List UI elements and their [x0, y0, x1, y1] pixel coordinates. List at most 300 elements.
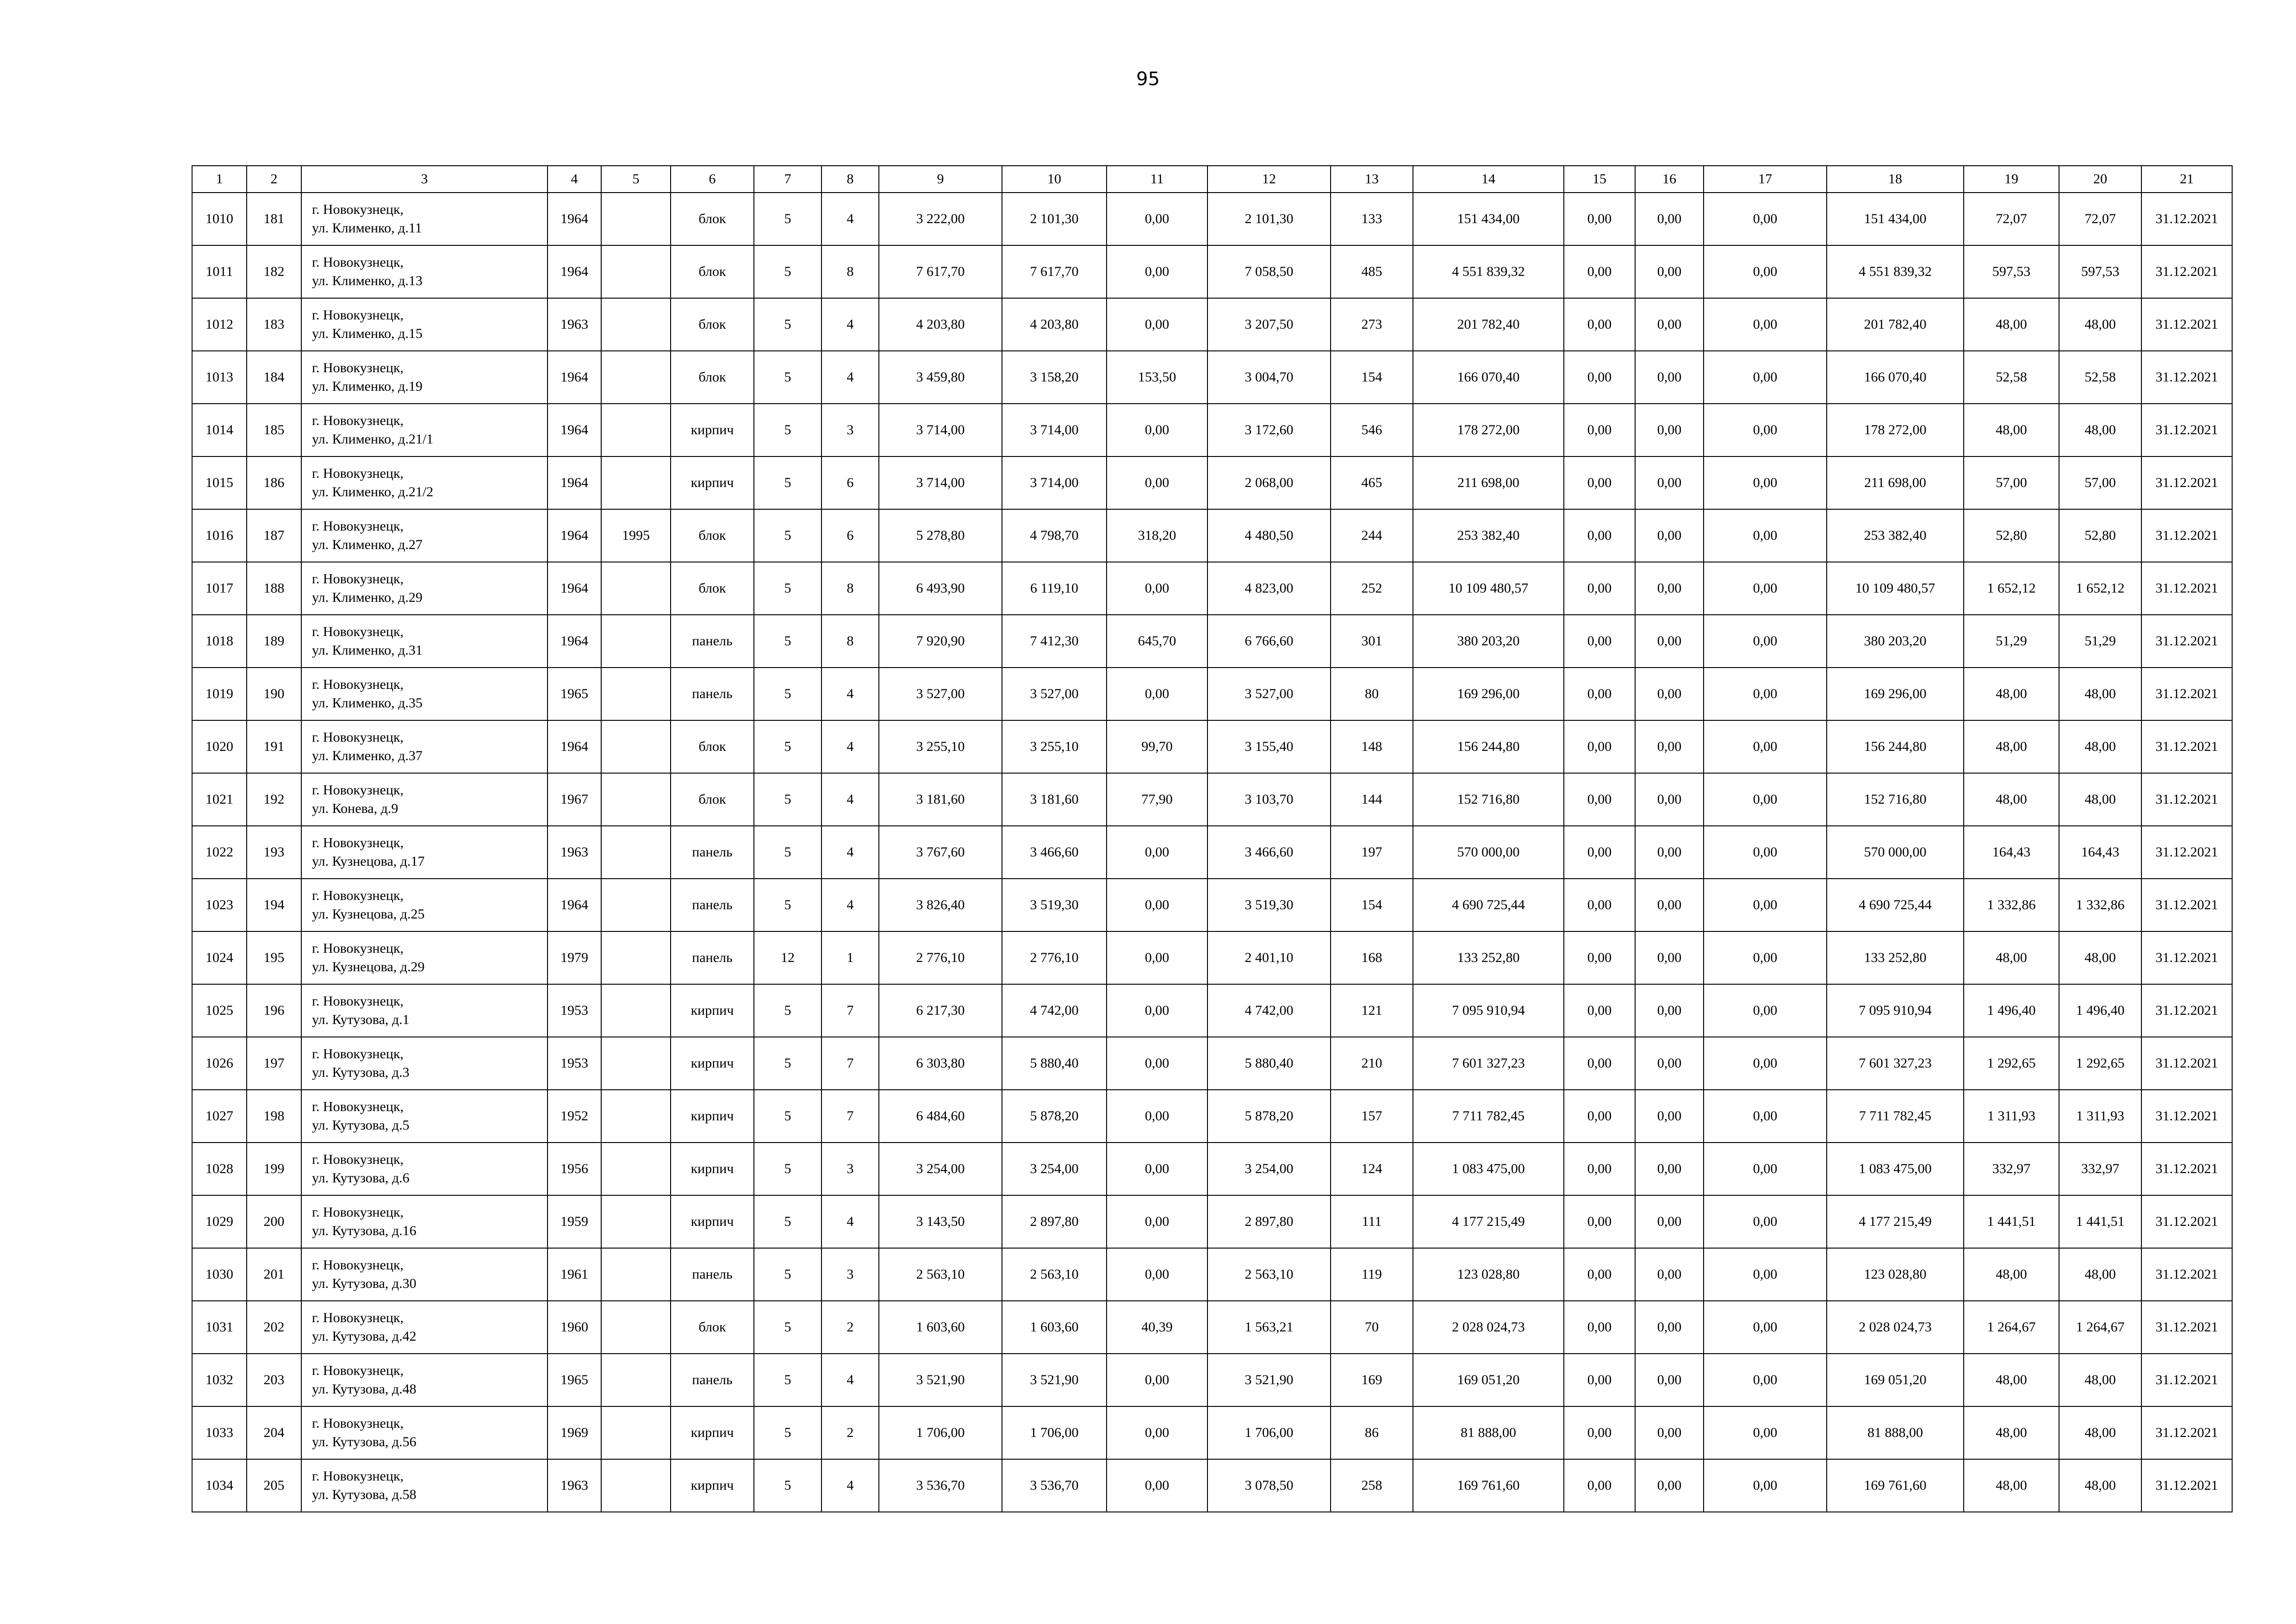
cell-col-19: 332,97	[1964, 1143, 2059, 1195]
cell-col-21: 31.12.2021	[2141, 1090, 2232, 1143]
cell-col-15: 0,00	[1564, 879, 1635, 931]
cell-col-13: 144	[1331, 773, 1413, 826]
cell-address	[301, 298, 548, 351]
cell-col-10: 1 706,00	[1002, 1406, 1107, 1459]
cell-col-8: 2	[821, 1406, 879, 1459]
table-row	[192, 931, 2232, 984]
cell-address	[301, 456, 548, 509]
cell-col-14: 2 028 024,73	[1413, 1301, 1564, 1354]
cell-col-17: 0,00	[1704, 1143, 1827, 1195]
cell-col-20: 51,29	[2059, 615, 2141, 668]
cell-col-13: 197	[1331, 826, 1413, 879]
column-header-15: 15	[1564, 166, 1635, 193]
cell-col-2: 204	[247, 1406, 301, 1459]
cell-col-6: блок	[671, 509, 754, 562]
cell-address	[301, 245, 548, 298]
column-header-19: 19	[1964, 166, 2059, 193]
cell-col-17: 0,00	[1704, 351, 1827, 404]
address-street: ул. Кузнецова, д.25	[312, 906, 425, 922]
cell-col-1: 1012	[192, 298, 247, 351]
cell-col-21: 31.12.2021	[2141, 245, 2232, 298]
cell-col-2: 199	[247, 1143, 301, 1195]
cell-col-8: 1	[821, 931, 879, 984]
cell-col-1: 1021	[192, 773, 247, 826]
cell-col-13: 157	[1331, 1090, 1413, 1143]
address-street: ул. Кутузова, д.6	[312, 1170, 410, 1186]
address-city: г. Новокузнецк,	[312, 1363, 404, 1378]
cell-col-19: 1 311,93	[1964, 1090, 2059, 1143]
cell-col-2: 201	[247, 1248, 301, 1301]
cell-col-7: 5	[754, 1248, 821, 1301]
cell-col-20: 1 311,93	[2059, 1090, 2141, 1143]
cell-col-17: 0,00	[1704, 1195, 1827, 1248]
address-city: г. Новокузнецк,	[312, 307, 404, 323]
table-row	[192, 668, 2232, 720]
cell-address	[301, 826, 548, 879]
cell-col-15: 0,00	[1564, 1248, 1635, 1301]
cell-col-15: 0,00	[1564, 245, 1635, 298]
cell-col-11: 645,70	[1107, 615, 1207, 668]
column-header-14: 14	[1413, 166, 1564, 193]
cell-col-8: 3	[821, 1143, 879, 1195]
cell-col-11: 0,00	[1107, 562, 1207, 615]
cell-col-1: 1014	[192, 404, 247, 456]
cell-col-14: 253 382,40	[1413, 509, 1564, 562]
cell-col-20: 52,80	[2059, 509, 2141, 562]
cell-col-6: кирпич	[671, 984, 754, 1037]
table-row	[192, 1301, 2232, 1354]
cell-col-21: 31.12.2021	[2141, 1143, 2232, 1195]
cell-col-5	[601, 615, 671, 668]
cell-col-12: 1 706,00	[1207, 1406, 1331, 1459]
cell-col-8: 6	[821, 509, 879, 562]
cell-col-8: 8	[821, 615, 879, 668]
cell-col-13: 119	[1331, 1248, 1413, 1301]
cell-col-20: 1 332,86	[2059, 879, 2141, 931]
address-street: ул. Кутузова, д.48	[312, 1381, 417, 1397]
cell-col-7: 5	[754, 1090, 821, 1143]
cell-col-17: 0,00	[1704, 1406, 1827, 1459]
cell-address	[301, 773, 548, 826]
cell-col-14: 10 109 480,57	[1413, 562, 1564, 615]
cell-col-2: 200	[247, 1195, 301, 1248]
cell-col-2: 202	[247, 1301, 301, 1354]
cell-col-20: 1 652,12	[2059, 562, 2141, 615]
cell-col-11: 0,00	[1107, 668, 1207, 720]
cell-col-13: 244	[1331, 509, 1413, 562]
cell-col-20: 48,00	[2059, 1459, 2141, 1512]
cell-col-10: 2 897,80	[1002, 1195, 1107, 1248]
table-row	[192, 1354, 2232, 1406]
cell-col-2: 198	[247, 1090, 301, 1143]
cell-address	[301, 351, 548, 404]
cell-col-16: 0,00	[1635, 351, 1704, 404]
cell-col-18: 10 109 480,57	[1827, 562, 1964, 615]
table-row	[192, 720, 2232, 773]
cell-col-1: 1020	[192, 720, 247, 773]
cell-col-10: 3 714,00	[1002, 456, 1107, 509]
cell-col-16: 0,00	[1635, 404, 1704, 456]
page-number: 95	[1136, 69, 1160, 90]
cell-col-6: блок	[671, 245, 754, 298]
cell-col-4: 1964	[548, 404, 601, 456]
cell-col-17: 0,00	[1704, 298, 1827, 351]
cell-col-13: 210	[1331, 1037, 1413, 1090]
cell-col-1: 1018	[192, 615, 247, 668]
cell-col-15: 0,00	[1564, 1459, 1635, 1512]
cell-address	[301, 1037, 548, 1090]
cell-col-12: 3 078,50	[1207, 1459, 1331, 1512]
cell-col-21: 31.12.2021	[2141, 773, 2232, 826]
cell-col-8: 7	[821, 984, 879, 1037]
address-street: ул. Кузнецова, д.17	[312, 854, 425, 869]
cell-col-1: 1022	[192, 826, 247, 879]
cell-col-19: 72,07	[1964, 193, 2059, 245]
address-city: г. Новокузнецк,	[312, 1152, 404, 1167]
cell-col-19: 48,00	[1964, 1459, 2059, 1512]
address-city: г. Новокузнецк,	[312, 624, 404, 639]
cell-col-15: 0,00	[1564, 404, 1635, 456]
cell-col-19: 48,00	[1964, 720, 2059, 773]
cell-col-13: 80	[1331, 668, 1413, 720]
cell-col-20: 48,00	[2059, 298, 2141, 351]
cell-col-5	[601, 879, 671, 931]
cell-col-17: 0,00	[1704, 668, 1827, 720]
cell-col-4: 1964	[548, 615, 601, 668]
cell-col-2: 187	[247, 509, 301, 562]
cell-col-7: 5	[754, 615, 821, 668]
cell-col-15: 0,00	[1564, 1301, 1635, 1354]
column-header-6: 6	[671, 166, 754, 193]
address-street: ул. Клименко, д.31	[312, 643, 423, 658]
cell-col-15: 0,00	[1564, 562, 1635, 615]
cell-col-6: кирпич	[671, 1459, 754, 1512]
address-city: г. Новокузнецк,	[312, 941, 404, 956]
cell-col-20: 48,00	[2059, 720, 2141, 773]
cell-col-7: 5	[754, 1459, 821, 1512]
address-street: ул. Клименко, д.35	[312, 695, 423, 711]
cell-col-9: 3 222,00	[879, 193, 1002, 245]
cell-col-10: 3 521,90	[1002, 1354, 1107, 1406]
cell-col-18: 2 028 024,73	[1827, 1301, 1964, 1354]
cell-address	[301, 193, 548, 245]
cell-col-5	[601, 245, 671, 298]
cell-col-12: 4 742,00	[1207, 984, 1331, 1037]
cell-col-1: 1019	[192, 668, 247, 720]
cell-col-7: 5	[754, 456, 821, 509]
address-city: г. Новокузнецк,	[312, 1205, 404, 1220]
address-street: ул. Клименко, д.27	[312, 537, 423, 552]
cell-col-8: 7	[821, 1037, 879, 1090]
cell-col-15: 0,00	[1564, 615, 1635, 668]
cell-col-18: 4 177 215,49	[1827, 1195, 1964, 1248]
cell-col-9: 5 278,80	[879, 509, 1002, 562]
cell-col-4: 1953	[548, 984, 601, 1037]
address-street: ул. Кузнецова, д.29	[312, 959, 425, 974]
cell-col-19: 48,00	[1964, 1248, 2059, 1301]
cell-col-18: 7 711 782,45	[1827, 1090, 1964, 1143]
cell-col-21: 31.12.2021	[2141, 193, 2232, 245]
cell-col-6: кирпич	[671, 1090, 754, 1143]
cell-col-19: 48,00	[1964, 1406, 2059, 1459]
cell-col-17: 0,00	[1704, 509, 1827, 562]
cell-col-16: 0,00	[1635, 1143, 1704, 1195]
cell-col-6: панель	[671, 826, 754, 879]
cell-address	[301, 404, 548, 456]
address-city: г. Новокузнецк,	[312, 413, 404, 428]
cell-col-19: 52,80	[1964, 509, 2059, 562]
cell-col-14: 133 252,80	[1413, 931, 1564, 984]
cell-col-13: 465	[1331, 456, 1413, 509]
cell-col-18: 169 761,60	[1827, 1459, 1964, 1512]
cell-col-15: 0,00	[1564, 1354, 1635, 1406]
cell-col-11: 0,00	[1107, 193, 1207, 245]
address-street: ул. Конева, д.9	[312, 801, 398, 816]
table-row	[192, 615, 2232, 668]
cell-col-14: 4 551 839,32	[1413, 245, 1564, 298]
cell-col-21: 31.12.2021	[2141, 931, 2232, 984]
cell-col-8: 6	[821, 456, 879, 509]
address-street: ул. Кутузова, д.3	[312, 1065, 410, 1080]
cell-col-15: 0,00	[1564, 1195, 1635, 1248]
cell-col-10: 3 536,70	[1002, 1459, 1107, 1512]
cell-col-11: 0,00	[1107, 245, 1207, 298]
cell-col-18: 253 382,40	[1827, 509, 1964, 562]
cell-col-10: 6 119,10	[1002, 562, 1107, 615]
cell-col-7: 5	[754, 351, 821, 404]
column-header-20: 20	[2059, 166, 2141, 193]
cell-col-18: 178 272,00	[1827, 404, 1964, 456]
cell-col-14: 81 888,00	[1413, 1406, 1564, 1459]
address-city: г. Новокузнецк,	[312, 1310, 404, 1325]
cell-col-12: 3 521,90	[1207, 1354, 1331, 1406]
cell-col-13: 86	[1331, 1406, 1413, 1459]
cell-col-16: 0,00	[1635, 193, 1704, 245]
cell-col-4: 1964	[548, 351, 601, 404]
cell-col-9: 3 181,60	[879, 773, 1002, 826]
cell-col-13: 154	[1331, 351, 1413, 404]
cell-col-18: 169 296,00	[1827, 668, 1964, 720]
cell-col-5	[601, 1090, 671, 1143]
cell-col-14: 570 000,00	[1413, 826, 1564, 879]
cell-col-21: 31.12.2021	[2141, 562, 2232, 615]
cell-col-13: 168	[1331, 931, 1413, 984]
cell-col-19: 1 332,86	[1964, 879, 2059, 931]
cell-col-12: 2 401,10	[1207, 931, 1331, 984]
cell-col-10: 7 617,70	[1002, 245, 1107, 298]
column-header-8: 8	[821, 166, 879, 193]
cell-col-15: 0,00	[1564, 1037, 1635, 1090]
cell-col-21: 31.12.2021	[2141, 1459, 2232, 1512]
cell-col-2: 205	[247, 1459, 301, 1512]
cell-address	[301, 509, 548, 562]
cell-col-14: 4 690 725,44	[1413, 879, 1564, 931]
cell-col-1: 1029	[192, 1195, 247, 1248]
table-row	[192, 509, 2232, 562]
cell-col-7: 5	[754, 509, 821, 562]
cell-col-4: 1964	[548, 562, 601, 615]
cell-address	[301, 1248, 548, 1301]
cell-col-15: 0,00	[1564, 298, 1635, 351]
cell-col-21: 31.12.2021	[2141, 1301, 2232, 1354]
column-header-3: 3	[301, 166, 548, 193]
cell-col-18: 169 051,20	[1827, 1354, 1964, 1406]
table-row	[192, 351, 2232, 404]
cell-col-17: 0,00	[1704, 404, 1827, 456]
cell-col-1: 1033	[192, 1406, 247, 1459]
cell-col-5	[601, 1037, 671, 1090]
cell-col-13: 169	[1331, 1354, 1413, 1406]
cell-col-4: 1969	[548, 1406, 601, 1459]
cell-col-17: 0,00	[1704, 1301, 1827, 1354]
cell-col-21: 31.12.2021	[2141, 351, 2232, 404]
cell-col-1: 1025	[192, 984, 247, 1037]
cell-col-11: 0,00	[1107, 826, 1207, 879]
cell-col-4: 1952	[548, 1090, 601, 1143]
cell-col-19: 48,00	[1964, 404, 2059, 456]
cell-col-8: 8	[821, 245, 879, 298]
cell-col-18: 123 028,80	[1827, 1248, 1964, 1301]
cell-col-13: 252	[1331, 562, 1413, 615]
cell-col-5	[601, 773, 671, 826]
cell-col-4: 1963	[548, 826, 601, 879]
address-city: г. Новокузнецк,	[312, 1099, 404, 1114]
cell-col-16: 0,00	[1635, 615, 1704, 668]
cell-col-13: 273	[1331, 298, 1413, 351]
cell-col-2: 194	[247, 879, 301, 931]
cell-col-6: панель	[671, 879, 754, 931]
cell-col-15: 0,00	[1564, 931, 1635, 984]
cell-col-11: 0,00	[1107, 1354, 1207, 1406]
cell-col-17: 0,00	[1704, 615, 1827, 668]
cell-col-1: 1024	[192, 931, 247, 984]
cell-col-1: 1013	[192, 351, 247, 404]
address-city: г. Новокузнецк,	[312, 202, 404, 217]
cell-col-1: 1023	[192, 879, 247, 931]
cell-col-9: 3 255,10	[879, 720, 1002, 773]
cell-col-13: 124	[1331, 1143, 1413, 1195]
cell-address	[301, 1459, 548, 1512]
cell-col-1: 1031	[192, 1301, 247, 1354]
column-header-2: 2	[247, 166, 301, 193]
cell-col-18: 7 095 910,94	[1827, 984, 1964, 1037]
cell-col-10: 3 158,20	[1002, 351, 1107, 404]
cell-col-8: 4	[821, 298, 879, 351]
cell-col-11: 40,39	[1107, 1301, 1207, 1354]
cell-col-4: 1964	[548, 193, 601, 245]
cell-col-8: 4	[821, 879, 879, 931]
cell-col-15: 0,00	[1564, 509, 1635, 562]
cell-col-7: 5	[754, 1195, 821, 1248]
cell-col-1: 1016	[192, 509, 247, 562]
cell-col-5	[601, 1406, 671, 1459]
cell-col-20: 48,00	[2059, 1248, 2141, 1301]
cell-col-14: 7 711 782,45	[1413, 1090, 1564, 1143]
cell-col-21: 31.12.2021	[2141, 1354, 2232, 1406]
cell-col-6: блок	[671, 298, 754, 351]
address-street: ул. Кутузова, д.42	[312, 1329, 417, 1344]
cell-col-20: 48,00	[2059, 931, 2141, 984]
cell-col-2: 197	[247, 1037, 301, 1090]
cell-col-14: 178 272,00	[1413, 404, 1564, 456]
cell-col-20: 48,00	[2059, 773, 2141, 826]
cell-col-13: 70	[1331, 1301, 1413, 1354]
table-row	[192, 298, 2232, 351]
cell-col-5	[601, 1248, 671, 1301]
cell-col-12: 4 823,00	[1207, 562, 1331, 615]
cell-col-6: панель	[671, 1248, 754, 1301]
cell-col-21: 31.12.2021	[2141, 1248, 2232, 1301]
cell-col-1: 1011	[192, 245, 247, 298]
cell-col-12: 4 480,50	[1207, 509, 1331, 562]
cell-col-16: 0,00	[1635, 1459, 1704, 1512]
cell-col-11: 99,70	[1107, 720, 1207, 773]
cell-col-7: 5	[754, 404, 821, 456]
cell-col-19: 597,53	[1964, 245, 2059, 298]
cell-col-14: 4 177 215,49	[1413, 1195, 1564, 1248]
cell-col-16: 0,00	[1635, 456, 1704, 509]
cell-col-10: 3 466,60	[1002, 826, 1107, 879]
cell-col-12: 5 878,20	[1207, 1090, 1331, 1143]
cell-col-5	[601, 1195, 671, 1248]
cell-col-18: 152 716,80	[1827, 773, 1964, 826]
cell-col-11: 0,00	[1107, 1406, 1207, 1459]
address-street: ул. Кутузова, д.1	[312, 1012, 410, 1027]
address-street: ул. Кутузова, д.58	[312, 1487, 417, 1502]
cell-col-19: 48,00	[1964, 931, 2059, 984]
address-city: г. Новокузнецк,	[312, 255, 404, 270]
cell-col-2: 183	[247, 298, 301, 351]
cell-address	[301, 562, 548, 615]
cell-col-1: 1034	[192, 1459, 247, 1512]
cell-col-10: 1 603,60	[1002, 1301, 1107, 1354]
cell-address	[301, 1195, 548, 1248]
cell-col-2: 186	[247, 456, 301, 509]
cell-col-11: 77,90	[1107, 773, 1207, 826]
cell-col-19: 48,00	[1964, 1354, 2059, 1406]
cell-col-9: 2 776,10	[879, 931, 1002, 984]
address-street: ул. Кутузова, д.16	[312, 1223, 417, 1238]
cell-col-12: 7 058,50	[1207, 245, 1331, 298]
cell-col-9: 7 920,90	[879, 615, 1002, 668]
cell-col-20: 1 441,51	[2059, 1195, 2141, 1248]
cell-col-2: 188	[247, 562, 301, 615]
cell-col-14: 166 070,40	[1413, 351, 1564, 404]
cell-col-14: 169 296,00	[1413, 668, 1564, 720]
address-city: г. Новокузнецк,	[312, 1416, 404, 1431]
cell-col-16: 0,00	[1635, 1301, 1704, 1354]
address-street: ул. Клименко, д.21/2	[312, 484, 434, 500]
cell-col-11: 0,00	[1107, 1459, 1207, 1512]
table-row	[192, 879, 2232, 931]
cell-col-7: 12	[754, 931, 821, 984]
cell-col-5	[601, 193, 671, 245]
cell-col-5	[601, 984, 671, 1037]
cell-col-7: 5	[754, 298, 821, 351]
cell-col-6: блок	[671, 773, 754, 826]
cell-col-10: 5 878,20	[1002, 1090, 1107, 1143]
cell-col-6: блок	[671, 351, 754, 404]
column-header-18: 18	[1827, 166, 1964, 193]
cell-col-16: 0,00	[1635, 562, 1704, 615]
cell-col-14: 1 083 475,00	[1413, 1143, 1564, 1195]
cell-col-4: 1965	[548, 668, 601, 720]
cell-col-6: кирпич	[671, 1406, 754, 1459]
cell-col-15: 0,00	[1564, 1090, 1635, 1143]
cell-col-5	[601, 720, 671, 773]
cell-col-9: 3 521,90	[879, 1354, 1002, 1406]
cell-col-17: 0,00	[1704, 562, 1827, 615]
